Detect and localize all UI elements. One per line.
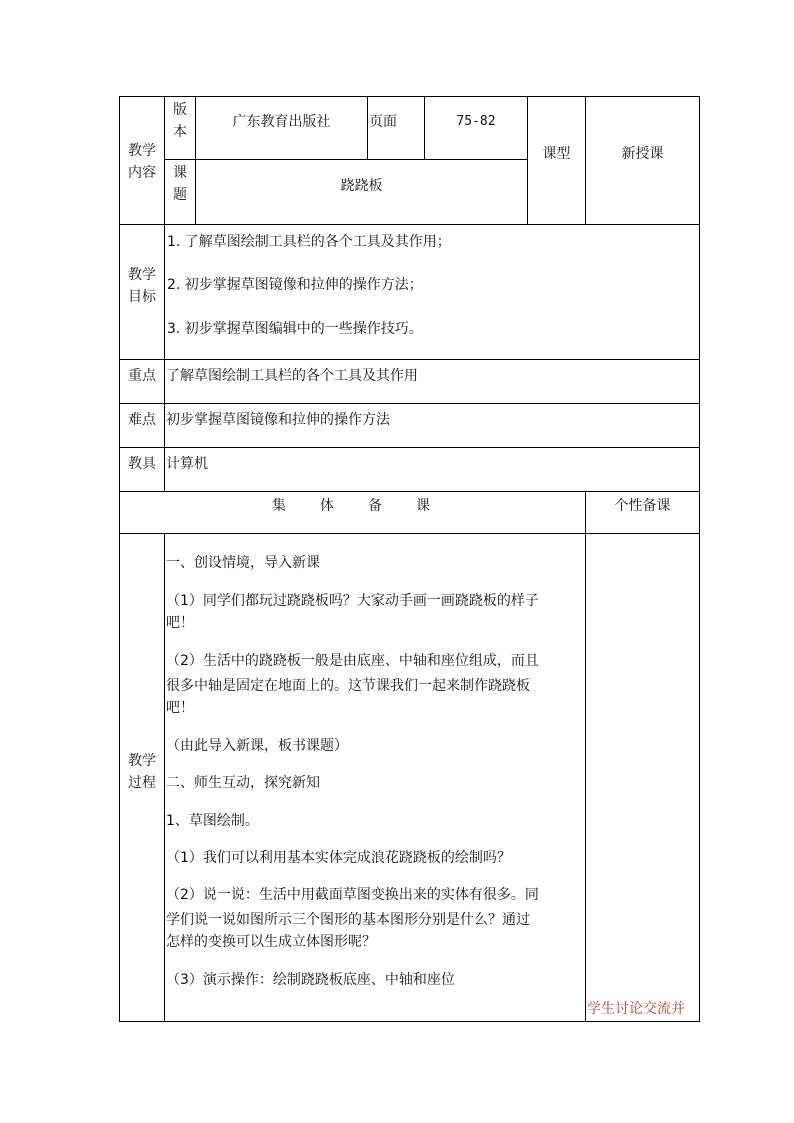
process-line: （由此导入新课，板书课题） <box>166 738 348 754</box>
process-line: （2）生活中的跷跷板一般是由底座、中轴和座位组成，而且 <box>166 653 539 669</box>
row-border <box>164 159 527 160</box>
tools-label: 教具 <box>128 456 156 472</box>
page-label: 页面 <box>369 114 397 130</box>
lesson-type-value: 新授课 <box>621 146 664 162</box>
objective-item: 2. 初步掌握草图镜像和拉伸的操作方法； <box>167 277 423 293</box>
row-border <box>119 491 700 492</box>
process-line: （2）说一说：生活中用截面草图变换出来的实体有很多。同 <box>166 887 539 903</box>
col-border <box>585 491 586 1022</box>
difficulty-label: 难点 <box>128 412 156 428</box>
tools-text: 计算机 <box>166 456 208 472</box>
row-border <box>119 1021 700 1022</box>
lesson-type-label: 课型 <box>542 146 571 162</box>
key-point-label: 重点 <box>128 368 156 384</box>
personal-prep-heading: 个性备课 <box>614 498 671 514</box>
process-line: 怎样的变换可以生成立体图形呢？ <box>166 934 376 950</box>
row-border <box>119 96 700 97</box>
col-border <box>164 96 165 491</box>
edition-label: 版 本 <box>173 102 187 140</box>
content-label: 教学 内容 <box>128 143 156 181</box>
process-line: （1）我们可以利用基本实体完成浪花跷跷板的绘制吗？ <box>166 850 511 866</box>
objective-item: 1. 了解草图绘制工具栏的各个工具及其作用； <box>167 234 451 250</box>
process-line: （1）同学们都玩过跷跷板吗？大家动手画一画跷跷板的样子 <box>166 593 539 609</box>
topic-label: 课 题 <box>173 165 187 203</box>
page-range-value: 75-82 <box>456 114 496 129</box>
row-border <box>119 533 700 534</box>
topic-value: 跷跷板 <box>340 178 383 194</box>
objective-item: 3. 初步掌握草图编辑中的一些操作技巧。 <box>167 321 423 337</box>
publisher-value: 广东教育出版社 <box>232 114 331 130</box>
row-border <box>119 359 700 360</box>
process-line: 1、草图绘制。 <box>166 813 259 829</box>
col-border <box>119 96 120 1022</box>
heading-char: 备 <box>368 498 382 514</box>
process-line: 吧！ <box>166 615 194 631</box>
objectives-label: 教学 目标 <box>128 267 156 305</box>
row-border <box>119 224 700 225</box>
col-border <box>164 533 165 1022</box>
side-note: 学生讨论交流并 <box>587 1001 685 1017</box>
col-border <box>699 96 700 1022</box>
process-line: 学们说一说如图所示三个图形的基本图形分别是什么？通过 <box>166 912 530 928</box>
process-line: （3）演示操作：绘制跷跷板底座、中轴和座位 <box>166 972 455 988</box>
heading-char: 体 <box>320 498 334 514</box>
difficulty-text: 初步掌握草图镜像和拉伸的操作方法 <box>166 412 390 428</box>
process-label: 教学 过程 <box>128 753 156 791</box>
row-border <box>119 403 700 404</box>
heading-char: 课 <box>416 498 430 514</box>
key-point-text: 了解草图绘制工具栏的各个工具及其作用 <box>166 368 418 384</box>
process-line: 很多中轴是固定在地面上的。这节课我们一起来制作跷跷板 <box>166 678 530 694</box>
process-line: 二、师生互动，探究新知 <box>166 775 320 791</box>
process-line: 吧！ <box>166 700 194 716</box>
heading-char: 集 <box>272 498 286 514</box>
row-border <box>119 447 700 448</box>
col-border <box>367 96 368 159</box>
process-line: 一、创设情境，导入新课 <box>166 555 320 571</box>
